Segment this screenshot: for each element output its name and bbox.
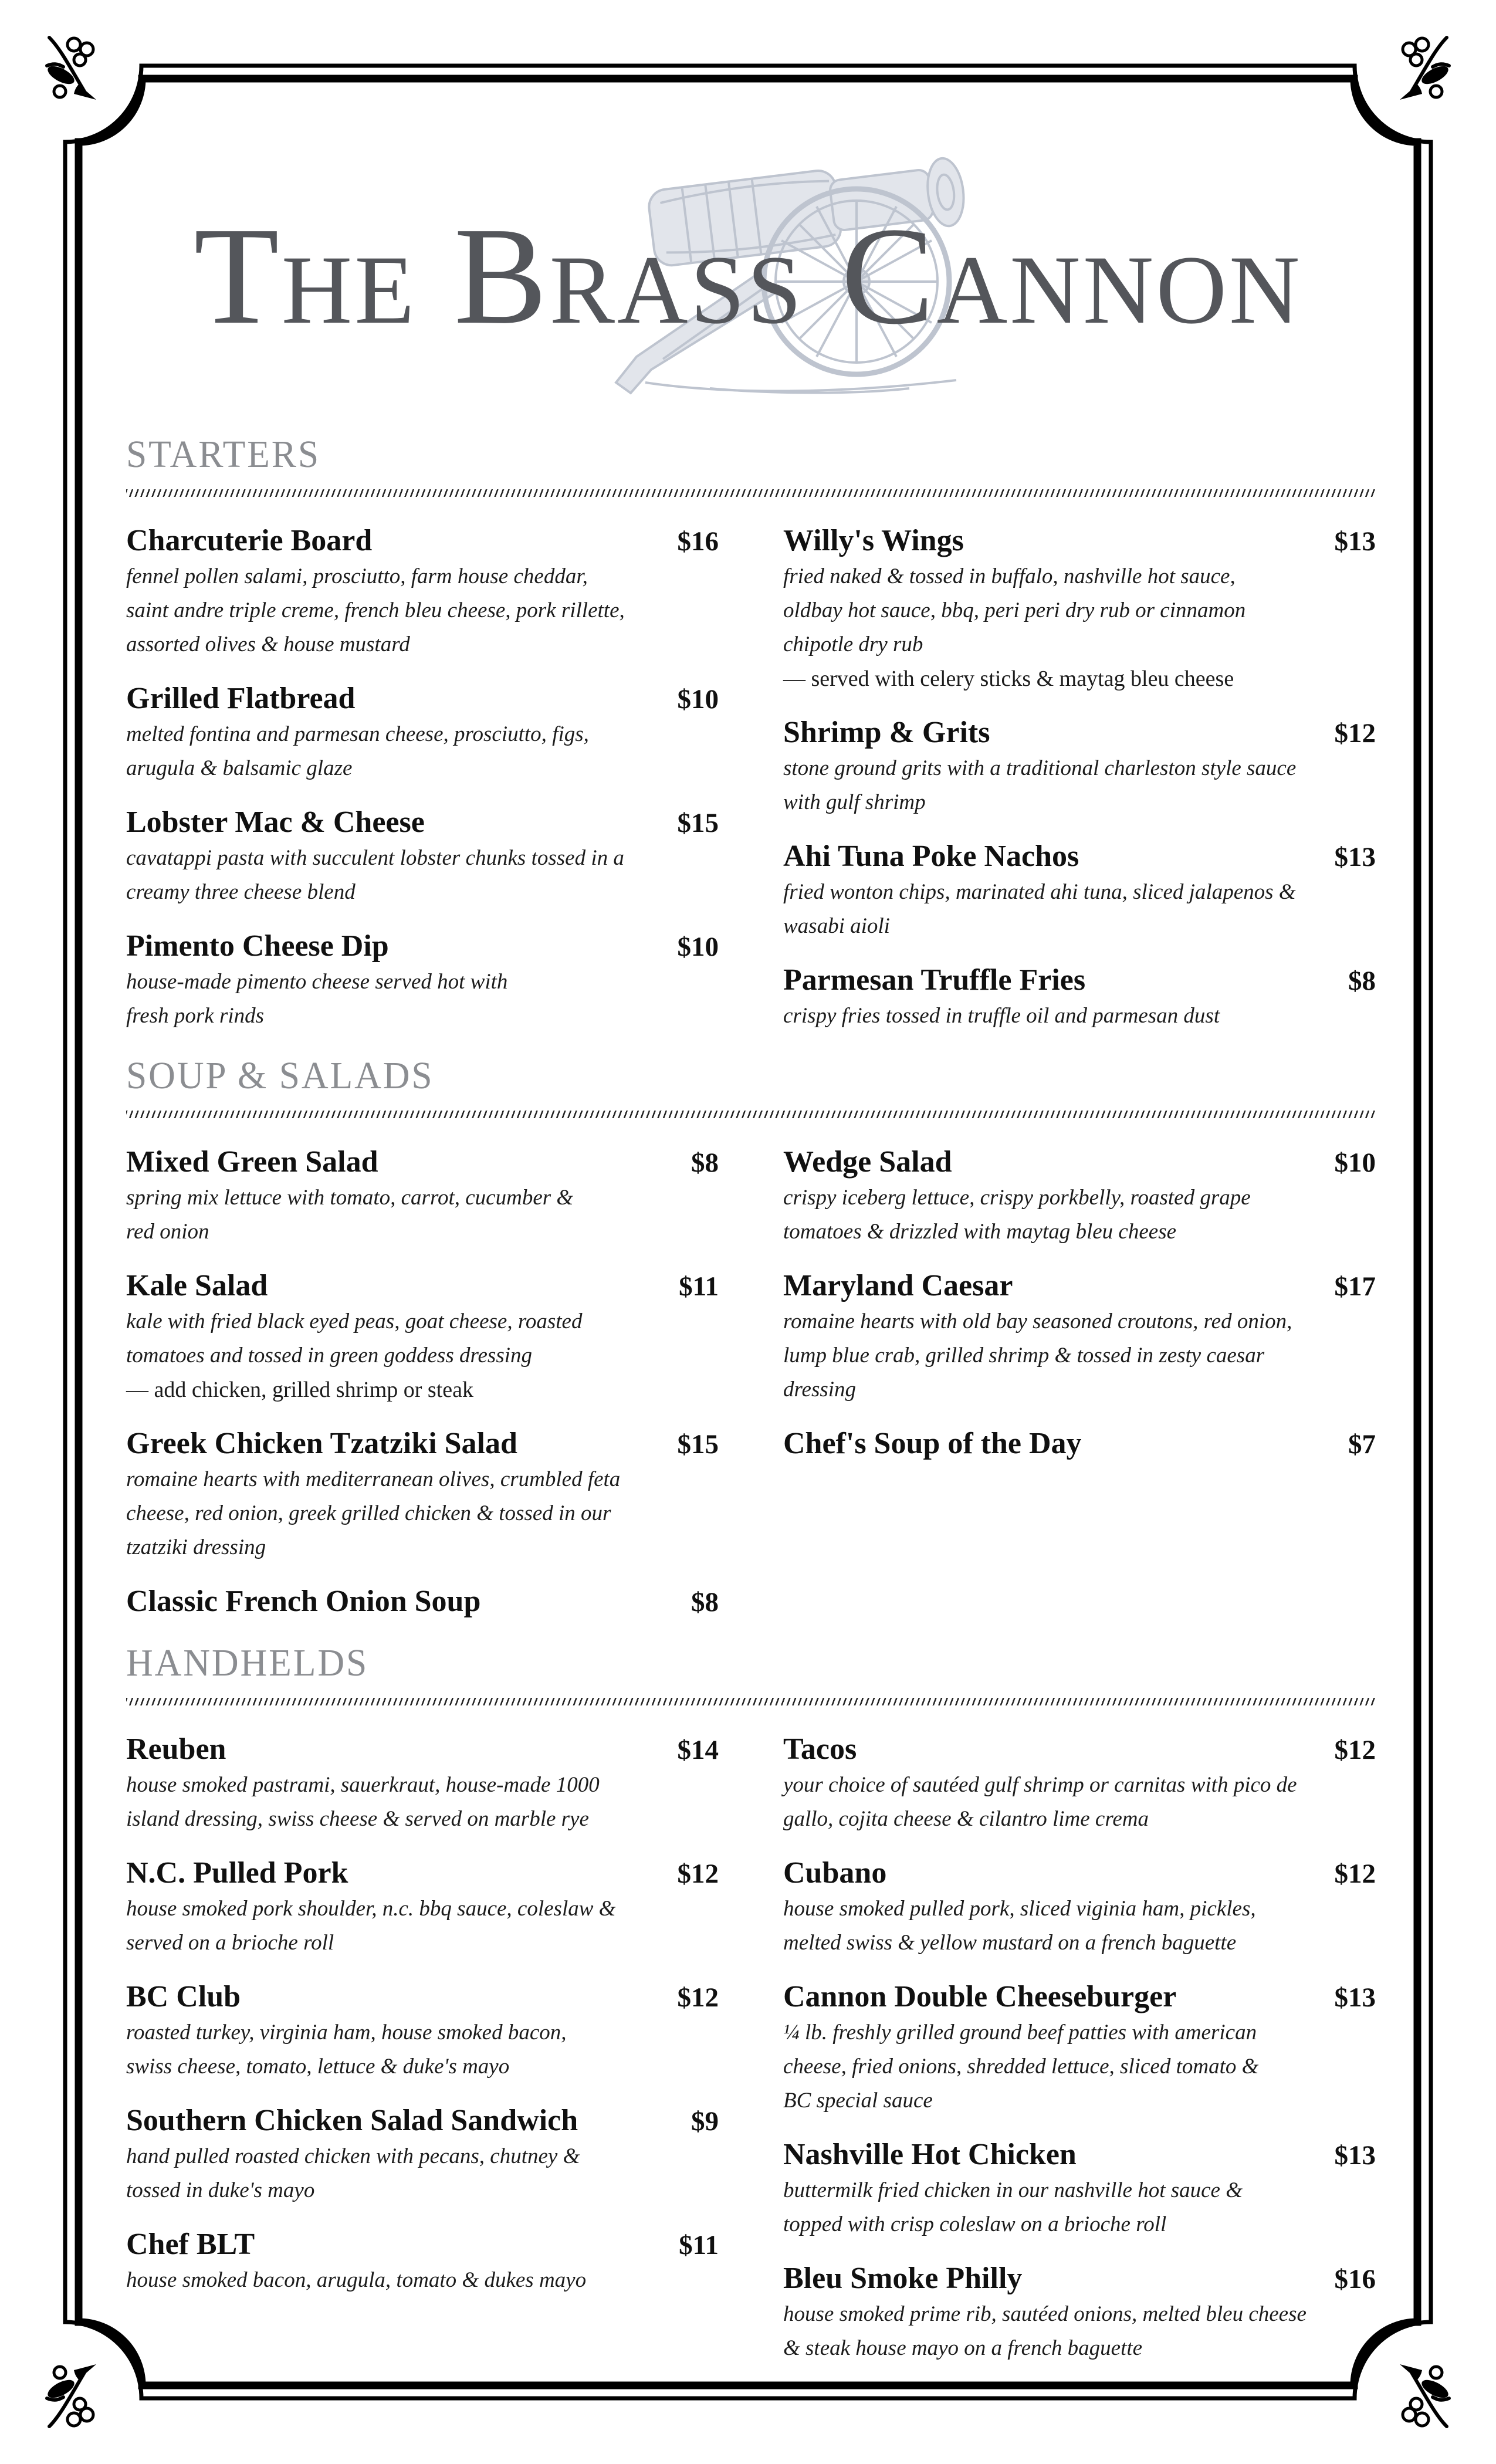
- item-header-row: [783, 1731, 1376, 1768]
- item-header-row: [126, 681, 719, 717]
- item-description-line: oldbay hot sauce, bbq, peri peri dry rub or cinnamon: [783, 598, 1246, 622]
- column-left: [126, 523, 719, 1052]
- menu-item: [126, 2103, 719, 2208]
- item-header-row: [783, 1426, 1376, 1463]
- item-header-row: [783, 1855, 1376, 1892]
- item-name: Charcuterie Board: [126, 524, 373, 557]
- item-description: [783, 2297, 1376, 2365]
- menu-item: [783, 2260, 1376, 2365]
- item-description: [783, 2174, 1376, 2242]
- item-description: [126, 1181, 719, 1249]
- item-header-row: [126, 2103, 719, 2140]
- menu-item: [783, 2137, 1376, 2242]
- item-description-line: creamy three cheese blend: [126, 880, 356, 904]
- item-name: Cannon Double Cheeseburger: [783, 1980, 1177, 2013]
- menu-item: [126, 1144, 719, 1249]
- item-description: [783, 1892, 1376, 1960]
- item-name: Classic French Onion Soup: [126, 1585, 481, 1618]
- item-header-row: [126, 928, 719, 965]
- item-name: Nashville Hot Chicken: [783, 2138, 1077, 2171]
- item-description-line: tomatoes & drizzled with maytag bleu cheese: [783, 1220, 1177, 1244]
- item-name: Wedge Salad: [783, 1145, 952, 1179]
- item-header-row: [783, 962, 1376, 999]
- item-description-line: red onion: [126, 1220, 209, 1244]
- item-description: [126, 965, 719, 1033]
- item-name: Shrimp & Grits: [783, 716, 990, 749]
- item-description-line: cavatappi pasta with succulent lobster chunks tossed in a: [126, 846, 624, 870]
- item-header-row: [783, 1144, 1376, 1181]
- section-divider-hatch: [126, 1111, 1376, 1118]
- section-columns: [126, 1731, 1376, 2384]
- menu-item: [783, 1426, 1376, 1463]
- item-description-line: buttermilk fried chicken in our nashville hot sauce &: [783, 2178, 1243, 2202]
- item-name: BC Club: [126, 1980, 241, 2013]
- item-price: $16: [677, 526, 719, 557]
- menu-item: [126, 2226, 719, 2297]
- menu-item: [126, 1855, 719, 1960]
- item-price: $16: [1334, 2264, 1376, 2294]
- menu-item: [783, 523, 1376, 696]
- item-price: $15: [677, 808, 719, 838]
- item-price: $15: [677, 1429, 719, 1460]
- item-description-line: cheese, fried onions, shredded lettuce, sliced tomato &: [783, 2055, 1259, 2079]
- item-price: $13: [1334, 842, 1376, 872]
- item-description-line: melted fontina and parmesan cheese, prosciutto, figs,: [126, 722, 589, 746]
- item-header-row: [126, 804, 719, 841]
- item-description-line: romaine hearts with mediterranean olives, crumbled feta: [126, 1467, 621, 1491]
- item-name: N.C. Pulled Pork: [126, 1856, 348, 1890]
- item-name: Chef BLT: [126, 2228, 255, 2261]
- item-price: $12: [1334, 1859, 1376, 1889]
- menu-item: [126, 1426, 719, 1565]
- menu-item: [126, 523, 719, 662]
- item-description-line: fried wonton chips, marinated ahi tuna, sliced jalapenos &: [783, 880, 1296, 904]
- menu-item: [783, 1979, 1376, 2118]
- item-header-row: [783, 523, 1376, 560]
- item-header-row: [126, 1979, 719, 2016]
- item-description-line: house smoked bacon, arugula, tomato & dukes mayo: [126, 2268, 587, 2292]
- section-divider-hatch: [126, 489, 1376, 497]
- item-description-line: tomatoes and tossed in green goddess dressing: [126, 1343, 532, 1368]
- menu-item: [783, 1268, 1376, 1407]
- item-price: $12: [677, 1982, 719, 2013]
- item-description-line: crispy iceberg lettuce, crispy porkbelly, roasted grape: [783, 1186, 1251, 1210]
- item-note: — served with celery sticks & maytag bleu cheese: [783, 666, 1234, 691]
- item-description: [783, 1768, 1376, 1836]
- item-header-row: [783, 838, 1376, 875]
- menu-item: [783, 1855, 1376, 1960]
- item-name: Lobster Mac & Cheese: [126, 805, 425, 839]
- item-price: $11: [679, 1271, 719, 1302]
- item-price: $7: [1348, 1429, 1376, 1460]
- item-name: Grilled Flatbread: [126, 682, 356, 715]
- item-description-line: chipotle dry rub: [783, 632, 923, 656]
- item-description-line: cheese, red onion, greek grilled chicken & tossed in our: [126, 1501, 611, 1525]
- corner-ornament-top-left: [45, 38, 96, 100]
- item-header-row: [783, 1979, 1376, 2016]
- item-price: $8: [1348, 966, 1376, 996]
- item-description-line: stone ground grits with a traditional charleston style sauce: [783, 756, 1297, 780]
- section-title: HANDHELDS: [126, 1641, 369, 1684]
- item-name: Mixed Green Salad: [126, 1145, 378, 1179]
- item-description-line: dressing: [783, 1377, 857, 1402]
- item-description: [126, 2016, 719, 2084]
- item-name: Tacos: [783, 1732, 857, 1766]
- item-name: Ahi Tuna Poke Nachos: [783, 840, 1079, 873]
- item-description-line: kale with fried black eyed peas, goat cheese, roasted: [126, 1309, 583, 1333]
- item-description-line: house-made pimento cheese served hot with: [126, 970, 508, 994]
- item-price: $17: [1334, 1271, 1376, 1302]
- menu-item: [783, 1144, 1376, 1249]
- item-description-line: melted swiss & yellow mustard on a french baguette: [783, 1931, 1237, 1955]
- menu-item: [783, 838, 1376, 943]
- item-description-line: assorted olives & house mustard: [126, 632, 410, 656]
- menu-item: [126, 804, 719, 909]
- column-right: [783, 523, 1376, 1052]
- item-description-line: crispy fries tossed in truffle oil and parmesan dust: [783, 1004, 1220, 1028]
- item-description-line: & steak house mayo on a french baguette: [783, 2336, 1143, 2360]
- item-header-row: [126, 1583, 719, 1620]
- item-description-line: with gulf shrimp: [783, 790, 926, 814]
- item-description-line: BC special sauce: [783, 2089, 933, 2113]
- item-header-row: [126, 1855, 719, 1892]
- item-price: $10: [1334, 1148, 1376, 1178]
- item-name: Pimento Cheese Dip: [126, 929, 389, 963]
- item-description-line: fried naked & tossed in buffalo, nashville hot sauce,: [783, 564, 1236, 588]
- section-columns: [126, 523, 1376, 1052]
- item-header-row: [783, 1268, 1376, 1305]
- item-price: $8: [691, 1587, 719, 1617]
- item-price: $12: [677, 1859, 719, 1889]
- item-description-line: tossed in duke's mayo: [126, 2178, 315, 2202]
- menu-item: [783, 1731, 1376, 1836]
- item-description-line: house smoked prime rib, sautéed onions, melted bleu cheese: [783, 2302, 1307, 2326]
- item-header-row: [783, 2137, 1376, 2174]
- item-header-row: [126, 1731, 719, 1768]
- item-name: Maryland Caesar: [783, 1269, 1013, 1302]
- menu-item: [126, 1583, 719, 1620]
- item-description-line: romaine hearts with old bay seasoned croutons, red onion,: [783, 1309, 1292, 1333]
- item-price: $13: [1334, 526, 1376, 557]
- item-description: [126, 560, 719, 662]
- item-description-line: fennel pollen salami, prosciutto, farm house cheddar,: [126, 564, 588, 588]
- item-description-line: spring mix lettuce with tomato, carrot, cucumber &: [126, 1186, 574, 1210]
- item-name: Parmesan Truffle Fries: [783, 963, 1086, 997]
- item-price: $10: [677, 932, 719, 962]
- item-description: [126, 2140, 719, 2208]
- item-description-line: swiss cheese, tomato, lettuce & duke's mayo: [126, 2055, 510, 2079]
- item-price: $8: [691, 1148, 719, 1178]
- menu-section: [126, 1054, 1376, 1639]
- item-description-line: gallo, cojita cheese & cilantro lime crema: [783, 1807, 1149, 1831]
- item-description-line: saint andre triple creme, french bleu cheese, pork rillette,: [126, 598, 625, 622]
- item-description: [126, 717, 719, 786]
- item-name: Reuben: [126, 1732, 226, 1766]
- item-name: Willy's Wings: [783, 524, 964, 557]
- item-description-line: tzatziki dressing: [126, 1535, 266, 1559]
- item-description-line: house smoked pastrami, sauerkraut, house-made 1000: [126, 1773, 600, 1797]
- item-description: [126, 2263, 719, 2297]
- item-description: [126, 1768, 719, 1836]
- item-description: [783, 1181, 1376, 1249]
- item-description-line: roasted turkey, virginia ham, house smoked bacon,: [126, 2020, 567, 2045]
- column-right: [783, 1731, 1376, 2384]
- item-description-line: topped with crisp coleslaw on a brioche roll: [783, 2212, 1167, 2236]
- item-price: $9: [691, 2106, 719, 2137]
- item-description: [783, 2016, 1376, 2118]
- item-description-line: wasabi aioli: [783, 914, 890, 938]
- item-description-line: arugula & balsamic glaze: [126, 756, 353, 780]
- item-description: [783, 999, 1376, 1033]
- menu-item: [126, 1731, 719, 1836]
- item-description: [126, 1305, 719, 1407]
- menu-item: [783, 715, 1376, 820]
- item-description-line: served on a brioche roll: [126, 1931, 334, 1955]
- item-price: $12: [1334, 718, 1376, 749]
- menu-item: [126, 1268, 719, 1407]
- item-name: Greek Chicken Tzatziki Salad: [126, 1427, 517, 1460]
- section-columns: [126, 1144, 1376, 1639]
- item-price: $14: [677, 1735, 719, 1765]
- item-description-line: your choice of sautéed gulf shrimp or carnitas with pico de: [783, 1773, 1297, 1797]
- corner-ornament-bottom-right: [1400, 2364, 1451, 2426]
- menu-item: [126, 928, 719, 1033]
- item-description: [783, 752, 1376, 820]
- item-description: [126, 841, 719, 909]
- item-price: $10: [677, 684, 719, 715]
- menu-section: [126, 1641, 1376, 2384]
- item-description: [783, 560, 1376, 696]
- item-name: Cubano: [783, 1856, 887, 1890]
- corner-ornament-top-right: [1400, 38, 1451, 100]
- menu-section: [126, 435, 1376, 1052]
- item-note: — add chicken, grilled shrimp or steak: [126, 1377, 474, 1402]
- item-description: [783, 1305, 1376, 1407]
- item-description: [126, 1892, 719, 1960]
- item-description-line: fresh pork rinds: [126, 1004, 265, 1028]
- section-title: SOUP & SALADS: [126, 1054, 434, 1097]
- section-title: STARTERS: [126, 433, 321, 476]
- item-header-row: [783, 2260, 1376, 2297]
- menu-sections: [126, 435, 1376, 2389]
- item-description: [783, 875, 1376, 943]
- item-description-line: hand pulled roasted chicken with pecans, chutney &: [126, 2144, 580, 2168]
- restaurant-title: The Brass Cannon: [194, 199, 1302, 353]
- item-description-line: house smoked pulled pork, sliced viginia ham, pickles,: [783, 1897, 1256, 1921]
- item-price: $13: [1334, 2140, 1376, 2171]
- item-description: [126, 1463, 719, 1565]
- menu-item: [126, 1979, 719, 2084]
- item-price: $13: [1334, 1982, 1376, 2013]
- column-right: [783, 1144, 1376, 1481]
- item-name: Chef's Soup of the Day: [783, 1427, 1082, 1460]
- item-name: Kale Salad: [126, 1269, 268, 1302]
- column-left: [126, 1731, 719, 2316]
- item-price: $11: [679, 2230, 719, 2260]
- item-name: Southern Chicken Salad Sandwich: [126, 2104, 578, 2137]
- item-header-row: [126, 1268, 719, 1305]
- section-divider-hatch: [126, 1698, 1376, 1705]
- item-header-row: [126, 2226, 719, 2263]
- item-price: $12: [1334, 1735, 1376, 1765]
- item-description-line: house smoked pork shoulder, n.c. bbq sauce, coleslaw &: [126, 1897, 616, 1921]
- column-left: [126, 1144, 719, 1639]
- item-header-row: [126, 523, 719, 560]
- menu-item: [126, 681, 719, 786]
- item-header-row: [126, 1144, 719, 1181]
- item-header-row: [126, 1426, 719, 1463]
- item-name: Bleu Smoke Philly: [783, 2262, 1023, 2295]
- item-description-line: island dressing, swiss cheese & served on marble rye: [126, 1807, 589, 1831]
- corner-ornament-bottom-left: [45, 2364, 96, 2426]
- menu-item: [783, 962, 1376, 1033]
- item-description-line: lump blue crab, grilled shrimp & tossed in zesty caesar: [783, 1343, 1265, 1368]
- item-header-row: [783, 715, 1376, 752]
- item-description-line: ¼ lb. freshly grilled ground beef patties with american: [783, 2020, 1257, 2045]
